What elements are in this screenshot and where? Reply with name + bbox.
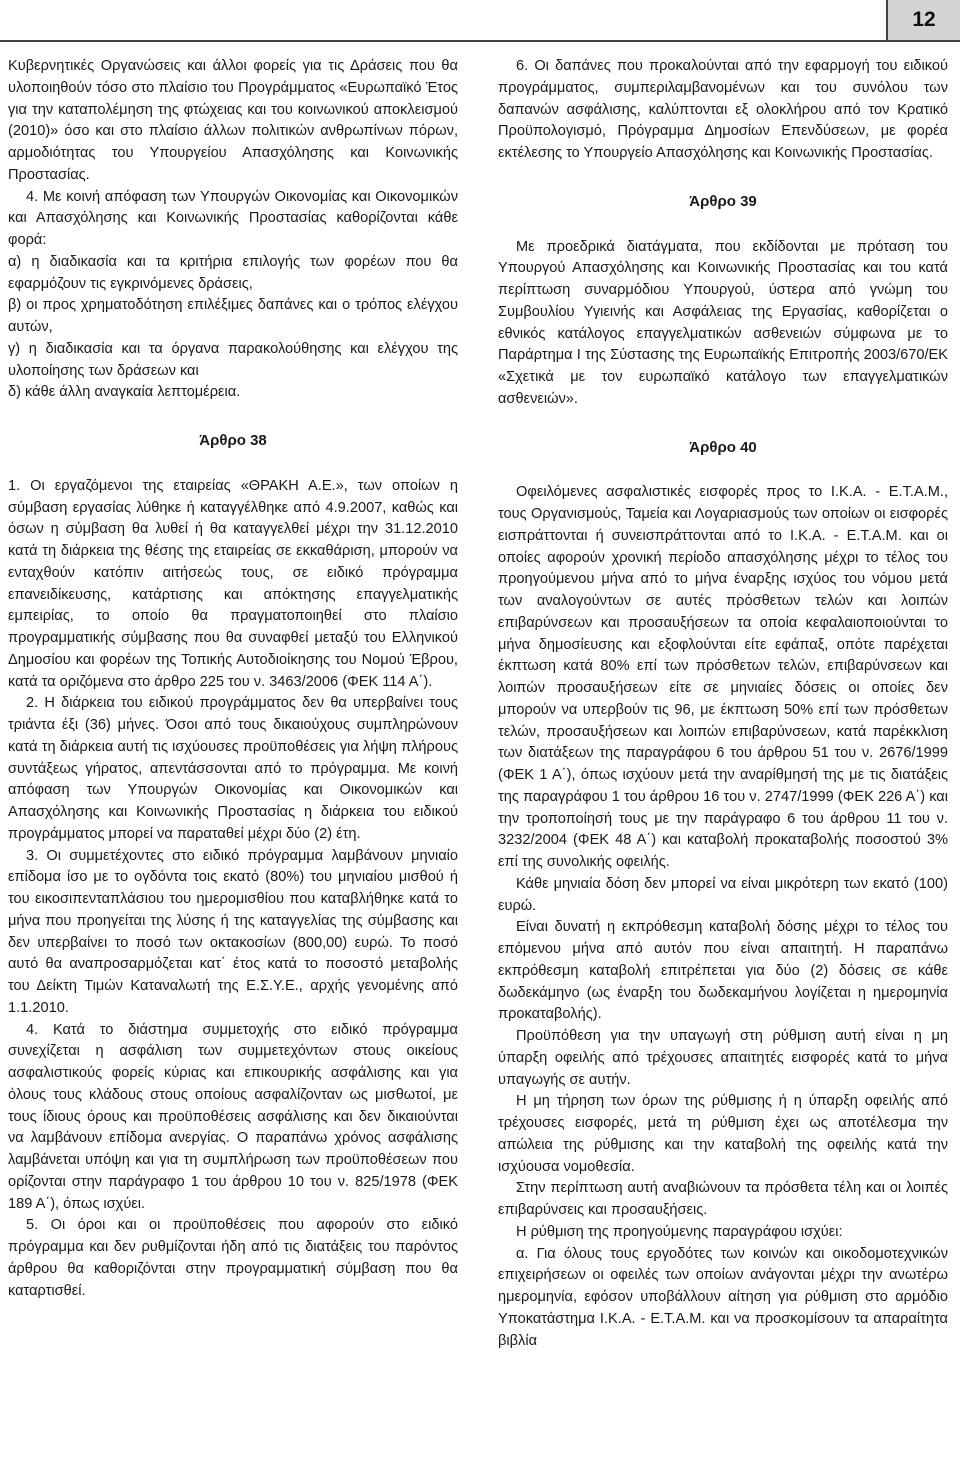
article-40-paragraph-6: Στην περίπτωση αυτή αναβιώνουν τα πρόσθετα τέλη και οι λοιπές επιβαρύνσεις και προσαυξήσεις. <box>498 1180 948 1218</box>
article-38-paragraph-5: 5. Οι όροι και οι προϋποθέσεις που αφορούν στο ειδικό πρόγραμμα και δεν ρυθμίζονται ήδη από τις διατάξεις του παρόντος άρθρου θα καθοριζόνται στην προγραμματική σύμβαση που θα καταρτισθεί. <box>8 1217 458 1299</box>
article-38-paragraph-4: 4. Κατά το διάστημα συμμετοχής στο ειδικό πρόγραμμα συνεχίζεται η ασφάλιση των συμμετεχόντων στους οικείους ασφαλιστικούς φορείς κύριας και επικουρικής ασφάλισης και για όλους τους κλάδους στους οποίους ασφαλίζονταν ως μισθωτοί, με τους ίδιους όρους και προϋποθέσεις ασφάλισης και δεν δικαιούνται να λαμβάνουν επίδομα ανεργίας. Ο παραπάνω χρόνος ασφάλισης λαμβάνεται υπόψη και για τη συμπλήρωση των προϋποθέσεων που ορίζονται στην παράγραφο 1 του άρθρου 10 του ν. 825/1978 (ΦΕΚ 189 Α΄), όπως ισχύει. <box>8 1021 458 1212</box>
article-38-paragraph-1: 1. Οι εργαζόμενοι της εταιρείας «ΘΡΑΚΗ Α.Ε.», των οποίων η σύμβαση εργασίας λύθηκε ή καταγγέλθηκε από 4.9.2007, καθώς και όσων η σύμβαση θα λυθεί ή θα καταγγελθεί μέχρι την 31.12.2010 κατά τη διάρκεια της θέσης της εταιρείας σε εκκαθάριση, μπορούν να ενταχθούν κατόπιν αιτήσεώς τους, σε ειδικό πρόγραμμα επανειδίκευσης, κατάρτισης και απόκτησης επαγγελματικής εμπειρίας, το οποίο θα πραγματοποιηθεί στο πλαίσιο προγραμματικής σύμβασης που θα συναφθεί μεταξύ του Ελληνικού Δημοσίου και φορέων της Τοπικής Αυτοδιοίκησης του Νομού Έβρου, κατά τα οριζόμενα στο άρθρο 225 του ν. 3463/2006 (ΦΕΚ 114 Α΄). <box>8 477 458 690</box>
article-40-paragraph-7: Η ρύθμιση της προηγούμενης παραγράφου ισχύει: <box>516 1223 843 1240</box>
page-number: 12 <box>886 0 960 40</box>
article-40-paragraph-4: Προϋπόθεση για την υπαγωγή στη ρύθμιση αυτή είναι η μη ύπαρξη οφειλής από τρέχουσες απαιτητές εισφορές κατά το μήνα υπαγωγής σε αυτήν. <box>498 1028 948 1088</box>
page-header <box>0 0 960 42</box>
list-item-a: α) η διαδικασία και τα κριτήρια επιλογής των φορέων που θα εφαρμόζουν τις εγκρινόμενες δράσεις, <box>8 253 458 292</box>
right-column <box>498 56 948 1352</box>
article-38-heading: Άρθρο 38 <box>199 432 267 449</box>
list-item-c: γ) η διαδικασία και τα όργανα παρακολούθησης και ελέγχου της υλοποίησης των δράσεων και <box>8 340 458 379</box>
paragraph-intro: Κυβερνητικές Οργανώσεις και άλλοι φορείς για τις Δράσεις που θα υλοποιηθούν τόσο στο πλαίσιο του Προγράμματος «Ευρωπαϊκό Έτος για την καταπολέμηση της φτώχειας και του κοινωνικού αποκλεισμού (2010)» όσο και στο πλαίσιο άλλων πολιτικών ανθρωπίνων πόρων, αρμοδιότητας του Υπουργείου Απασχόλησης και Κοινωνικής Προστασίας. <box>8 58 458 183</box>
list-item-b: β) οι προς χρηματοδότηση επιλέξιμες δαπάνες και ο τρόπος ελέγχου αυτών, <box>8 297 458 335</box>
article-40-heading: Άρθρο 40 <box>689 438 757 456</box>
article-40-paragraph-5: Η μη τήρηση των όρων της ρύθμισης ή η ύπαρξη οφειλής από τρέχουσες εισφορές, μετά τη ρύθμιση έχει ως αποτέλεσμα την απώλεια της ρύθμισης και την καταβολή της οφειλής κατά την ισχύουσα νομοθεσία. <box>498 1093 948 1175</box>
paragraph-6: 6. Οι δαπάνες που προκαλούνται από την εφαρμογή του ειδικού προγράμματος, συμπεριλαμβανομένων και του συνόλου των δαπανών ασφάλισης, καλύπτονται εξ ολοκλήρου από τον Κρατικό Προϋπολογισμό, Πρόγραμμα Δημοσίων Επενδύσεων, με φορέα εκτέλεσης το Υπουργείο Απασχόλησης και Κοινωνικής Προστασίας. <box>498 58 948 161</box>
left-column <box>8 56 458 1302</box>
article-40-paragraph-8: α. Για όλους τους εργοδότες των κοινών και οικοδομοτεχνικών επιχειρήσεων οι οφειλές των οποίων ανάγονται μέχρι την ανωτέρω ημερομηνία, εφόσον υποβάλλουν αίτηση για ρύθμιση στο αρμόδιο Υποκατάστημα Ι.Κ.Α. - Ε.Τ.Α.Μ. και να προσκομίσουν τα απαραίτητα βιβλία <box>498 1245 948 1349</box>
article-38-paragraph-2: 2. Η διάρκεια του ειδικού προγράμματος δεν θα υπερβαίνει τους τριάντα έξι (36) μήνες. Όσοι από τους δικαιούχους συμπληρώνουν κατά τη διάρκεια αυτή τις ισχύουσες προϋποθέσεις για λήψη πλήρους συντάξεως γήρατος, απεντάσσονται από το πρόγραμμα. Με κοινή απόφαση των Υπουργών Οικονομίας και Οικονομικών και Απασχόλησης και Κοινωνικής Προστασίας η διάρκεια του ειδικού προγράμματος μπορεί να παραταθεί μέχρι δύο (2) έτη. <box>8 695 458 842</box>
article-39-paragraph-1: Με προεδρικά διατάγματα, που εκδίδονται με πρόταση του Υπουργού Απασχόλησης και Κοινωνικής Προστασίας και του κατά περίπτωση συναρμόδιου Υπουργού, ύστερα από γνώμη του Συμβουλίου Υγιεινής και Ασφάλειας της Εργασίας, καθορίζεται ο εθνικός κατάλογος επαγγελματικών ασθενειών σύμφωνα με το Παράρτημα Ι της Σύστασης της Ευρωπαϊκής Επιτροπής 2003/670/ΕΚ «Σχετικά με τον ευρωπαϊκό κατάλογο των επαγγελματικών ασθενειών». <box>498 238 948 407</box>
paragraph-4: 4. Με κοινή απόφαση των Υπουργών Οικονομίας και Οικονομικών και Απασχόλησης και Κοινωνικής Προστασίας καθορίζονται κάθε φορά: <box>8 188 458 248</box>
article-40-paragraph-3: Είναι δυνατή η εκπρόθεσμη καταβολή δόσης μέχρι το τέλος του επόμενου μήνα από αυτόν που είναι απαιτητή. Η παραπάνω εκπρόθεσμη καταβολή επιτρέπεται για δύο (2) δόσεις σε κάθε δωδεκάμηνο (ως έναρξη του δωδεκαμήνου λογίζεται η ημερομηνία προκαταβολής). <box>498 919 948 1023</box>
article-40-paragraph-1: Οφειλόμενες ασφαλιστικές εισφορές προς το Ι.Κ.Α. - Ε.Τ.Α.Μ., τους Οργανισμούς, Ταμεία και Λογαριασμούς των οποίων οι εισφορές εισπράττονται ή συνεισπράττονται από το Ι.Κ.Α. - Ε.Τ.Α.Μ. και οι οποίες αφορούν χρονική περίοδο απασχόλησης μέχρι το τέλος του προηγούμενου μήνα από το μήνα έναρξης ισχύος του νόμου μετά των αναλογούντων σε αυτές πρόσθετων τελών και λοιπών επιβαρύνσεων και προσαυξήσεων τα οποία κεφαλαιοποιούνται το μήνα δημοσίευσης και εξοφλούνται είτε εφάπαξ, οπότε παρέχεται έκπτωση κατά 80% επί των πρόσθετων τελών, επιβαρύνσεων και λοιπών προσαυξήσεων είτε σε μηνιαίες δόσεις οι οποίες δεν μπορούν να υπερβούν τις 96, με έκπτωση 50% επί των πρόσθετων τελών, προσαυξήσεων και λοιπών επιβαρύνσεων, κατά παρέκκλιση των διατάξεων της παραγράφου 6 του άρθρου 51 του ν. 2676/1999 (ΦΕΚ 1 Α΄), όπως ισχύουν μετά την αναρίθμησή της με τις διατάξεις της παραγράφου 1 του άρθρου 16 του ν. 2747/1999 (ΦΕΚ 226 Α΄) και την τροποποίησή τους με την παράγραφο 6 του άρθρου 11 του ν. 3232/2004 (ΦΕΚ 48 Α΄) και καταβολή προκαταβολής ποσοστού 3% επί της συνολικής οφειλής. <box>498 484 948 870</box>
article-38-paragraph-3: 3. Οι συμμετέχοντες στο ειδικό πρόγραμμα λαμβάνουν μηνιαίο επίδομα ίσο με το ογδόντα τοις εκατό (80%) του μηνιαίου μισθού ή του εικοσιπενταπλάσιου του ημερομισθίου που καταβλήθηκε κατά το μήνα που προηγείται της λύσης ή της καταγγελίας της σύμβασης και δεν υπερβαίνει το ποσό των οκτακοσίων (800,00) ευρώ. Το ποσό αυτό θα αναπροσαρμόζεται κατ΄ έτος κατά το ποσοστό μεταβολής του Δείκτη Τιμών Καταναλωτή της Ε.Σ.Υ.Ε., αρχής γενομένης από 1.1.2010. <box>8 847 458 1016</box>
article-40-paragraph-2: Κάθε μηνιαία δόση δεν μπορεί να είναι μικρότερη των εκατό (100) ευρώ. <box>498 875 948 914</box>
list-item-d: δ) κάθε άλλη αναγκαία λεπτομέρεια. <box>8 384 241 401</box>
article-39-heading: Άρθρο 39 <box>689 192 757 210</box>
